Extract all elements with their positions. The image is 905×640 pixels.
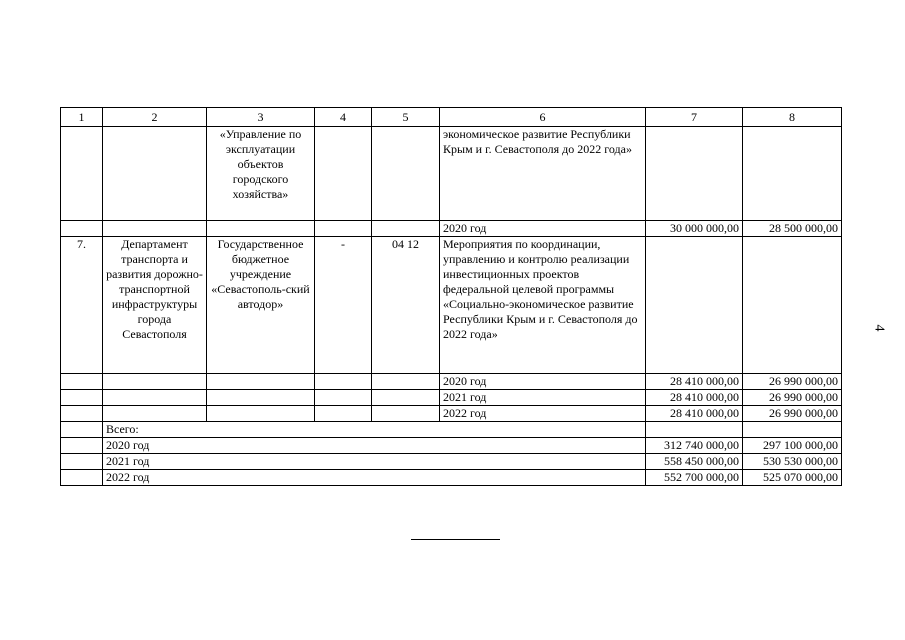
totals-year: 2022 год bbox=[103, 470, 646, 486]
page-number: 4 bbox=[871, 324, 887, 332]
header-cell-4: 4 bbox=[315, 108, 372, 127]
table-row-year bbox=[61, 406, 842, 422]
total-col7: 558 450 000,00 bbox=[646, 454, 743, 470]
year-cell: 2020 год bbox=[440, 221, 646, 237]
executor-cell: «Управление по эксплуатации объектов городского хозяйства» bbox=[207, 127, 315, 221]
department-cell: Департамент транспорта и развития дорожно-транспортной инфраструктуры города Севастополя bbox=[103, 237, 207, 374]
table-row-continuation bbox=[61, 127, 842, 221]
code-cell: 04 12 bbox=[372, 237, 440, 374]
amount-col8: 26 990 000,00 bbox=[743, 374, 842, 390]
year-cell: 2020 год bbox=[440, 374, 646, 390]
table-header-row bbox=[61, 108, 842, 127]
totals-row bbox=[61, 438, 842, 454]
header-cell-2: 2 bbox=[103, 108, 207, 127]
amount-col7: 30 000 000,00 bbox=[646, 221, 743, 237]
header-cell-3: 3 bbox=[207, 108, 315, 127]
total-col7: 552 700 000,00 bbox=[646, 470, 743, 486]
year-cell: 2021 год bbox=[440, 390, 646, 406]
totals-label-row bbox=[61, 422, 842, 438]
header-cell-7: 7 bbox=[646, 108, 743, 127]
totals-row bbox=[61, 470, 842, 486]
budget-table bbox=[60, 107, 842, 486]
amount-col7: 28 410 000,00 bbox=[646, 390, 743, 406]
table-row-year bbox=[61, 221, 842, 237]
table-row-year bbox=[61, 374, 842, 390]
totals-year: 2021 год bbox=[103, 454, 646, 470]
year-cell: 2022 год bbox=[440, 406, 646, 422]
header-cell-1: 1 bbox=[61, 108, 103, 127]
total-col8: 297 100 000,00 bbox=[743, 438, 842, 454]
header-cell-6: 6 bbox=[440, 108, 646, 127]
total-col8: 530 530 000,00 bbox=[743, 454, 842, 470]
amount-col8: 26 990 000,00 bbox=[743, 406, 842, 422]
col4-cell: - bbox=[315, 237, 372, 374]
activity-cell: Мероприятия по координации, управлению и контролю реализации инвестиционных проектов федеральной целевой программы «Социально-экономическое развитие Республики Крым и г. Севастополя до 2022 года» bbox=[440, 237, 646, 374]
totals-row bbox=[61, 454, 842, 470]
row-number-cell: 7. bbox=[61, 237, 103, 374]
totals-year: 2020 год bbox=[103, 438, 646, 454]
amount-col7: 28 410 000,00 bbox=[646, 406, 743, 422]
activity-cell: экономическое развитие Республики Крым и г. Севастополя до 2022 года» bbox=[440, 127, 646, 221]
executor-cell: Государственное бюджетное учреждение «Севастополь-ский автодор» bbox=[207, 237, 315, 374]
table-row-year bbox=[61, 390, 842, 406]
table-row-7 bbox=[61, 237, 842, 374]
header-cell-5: 5 bbox=[372, 108, 440, 127]
amount-col7: 28 410 000,00 bbox=[646, 374, 743, 390]
end-rule-divider bbox=[411, 539, 500, 540]
totals-label: Всего: bbox=[103, 422, 646, 438]
amount-col8: 26 990 000,00 bbox=[743, 390, 842, 406]
total-col8: 525 070 000,00 bbox=[743, 470, 842, 486]
total-col7: 312 740 000,00 bbox=[646, 438, 743, 454]
header-cell-8: 8 bbox=[743, 108, 842, 127]
amount-col8: 28 500 000,00 bbox=[743, 221, 842, 237]
